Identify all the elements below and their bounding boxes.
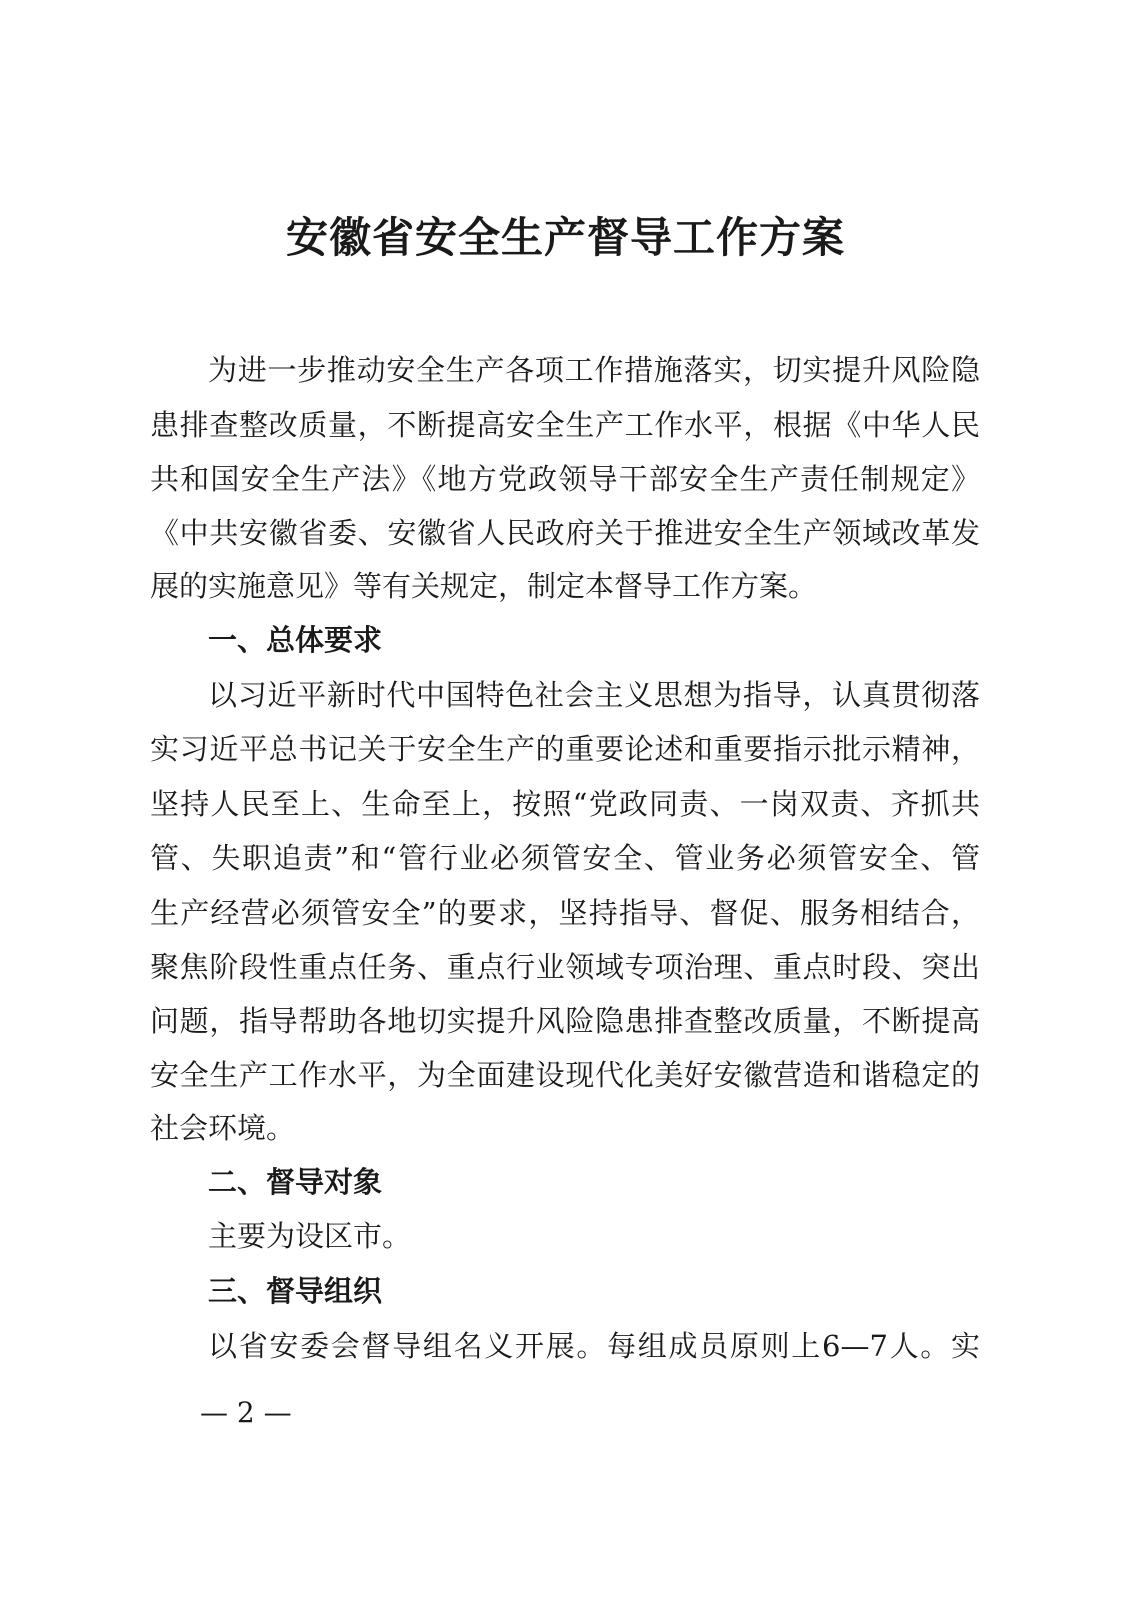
body-line: 问题，指导帮助各地切实提升风险隐患排查整改质量，不断提高 <box>150 1004 980 1038</box>
body-line: 患排查整改质量，不断提高安全生产工作水平，根据《中华人民 <box>150 408 980 442</box>
body-line: 实习近平总书记关于安全生产的重要论述和重要指示批示精神， <box>150 732 980 766</box>
section-heading-1: 一、总体要求 <box>208 623 383 657</box>
body-line: 安全生产工作水平，为全面建设现代化美好安徽营造和谐稳定的 <box>150 1058 980 1092</box>
body-line: 以省安委会督导组名义开展。每组成员原则上6—7人。实 <box>208 1329 980 1363</box>
body-line: 生产经营必须管安全”的要求，坚持指导、督促、服务相结合， <box>150 896 980 930</box>
body-line: 共和国安全生产法》《地方党政领导干部安全生产责任制规定》 <box>150 462 980 496</box>
body-line: 管、失职追责”和“管行业必须管安全、管业务必须管安全、管 <box>150 841 980 875</box>
body-line: 社会环境。 <box>150 1111 296 1145</box>
body-line: 坚持人民至上、生命至上，按照“党政同责、一岗双责、齐抓共 <box>150 787 980 821</box>
page-number: — 2 — <box>200 1396 292 1429</box>
section-heading-3: 三、督导组织 <box>208 1274 383 1308</box>
body-line: 为进一步推动安全生产各项工作措施落实，切实提升风险隐 <box>208 353 980 387</box>
body-line: 展的实施意见》等有关规定，制定本督导工作方案。 <box>150 569 818 603</box>
document-title: 安徽省安全生产督导工作方案 <box>285 213 845 262</box>
section-heading-2: 二、督导对象 <box>208 1165 383 1199</box>
body-line: 以习近平新时代中国特色社会主义思想为指导，认真贯彻落 <box>208 678 980 712</box>
body-line: 《中共安徽省委、安徽省人民政府关于推进安全生产领域改革发 <box>150 516 980 550</box>
body-line: 主要为设区市。 <box>208 1219 412 1253</box>
body-line: 聚焦阶段性重点任务、重点行业领域专项治理、重点时段、突出 <box>150 950 980 984</box>
